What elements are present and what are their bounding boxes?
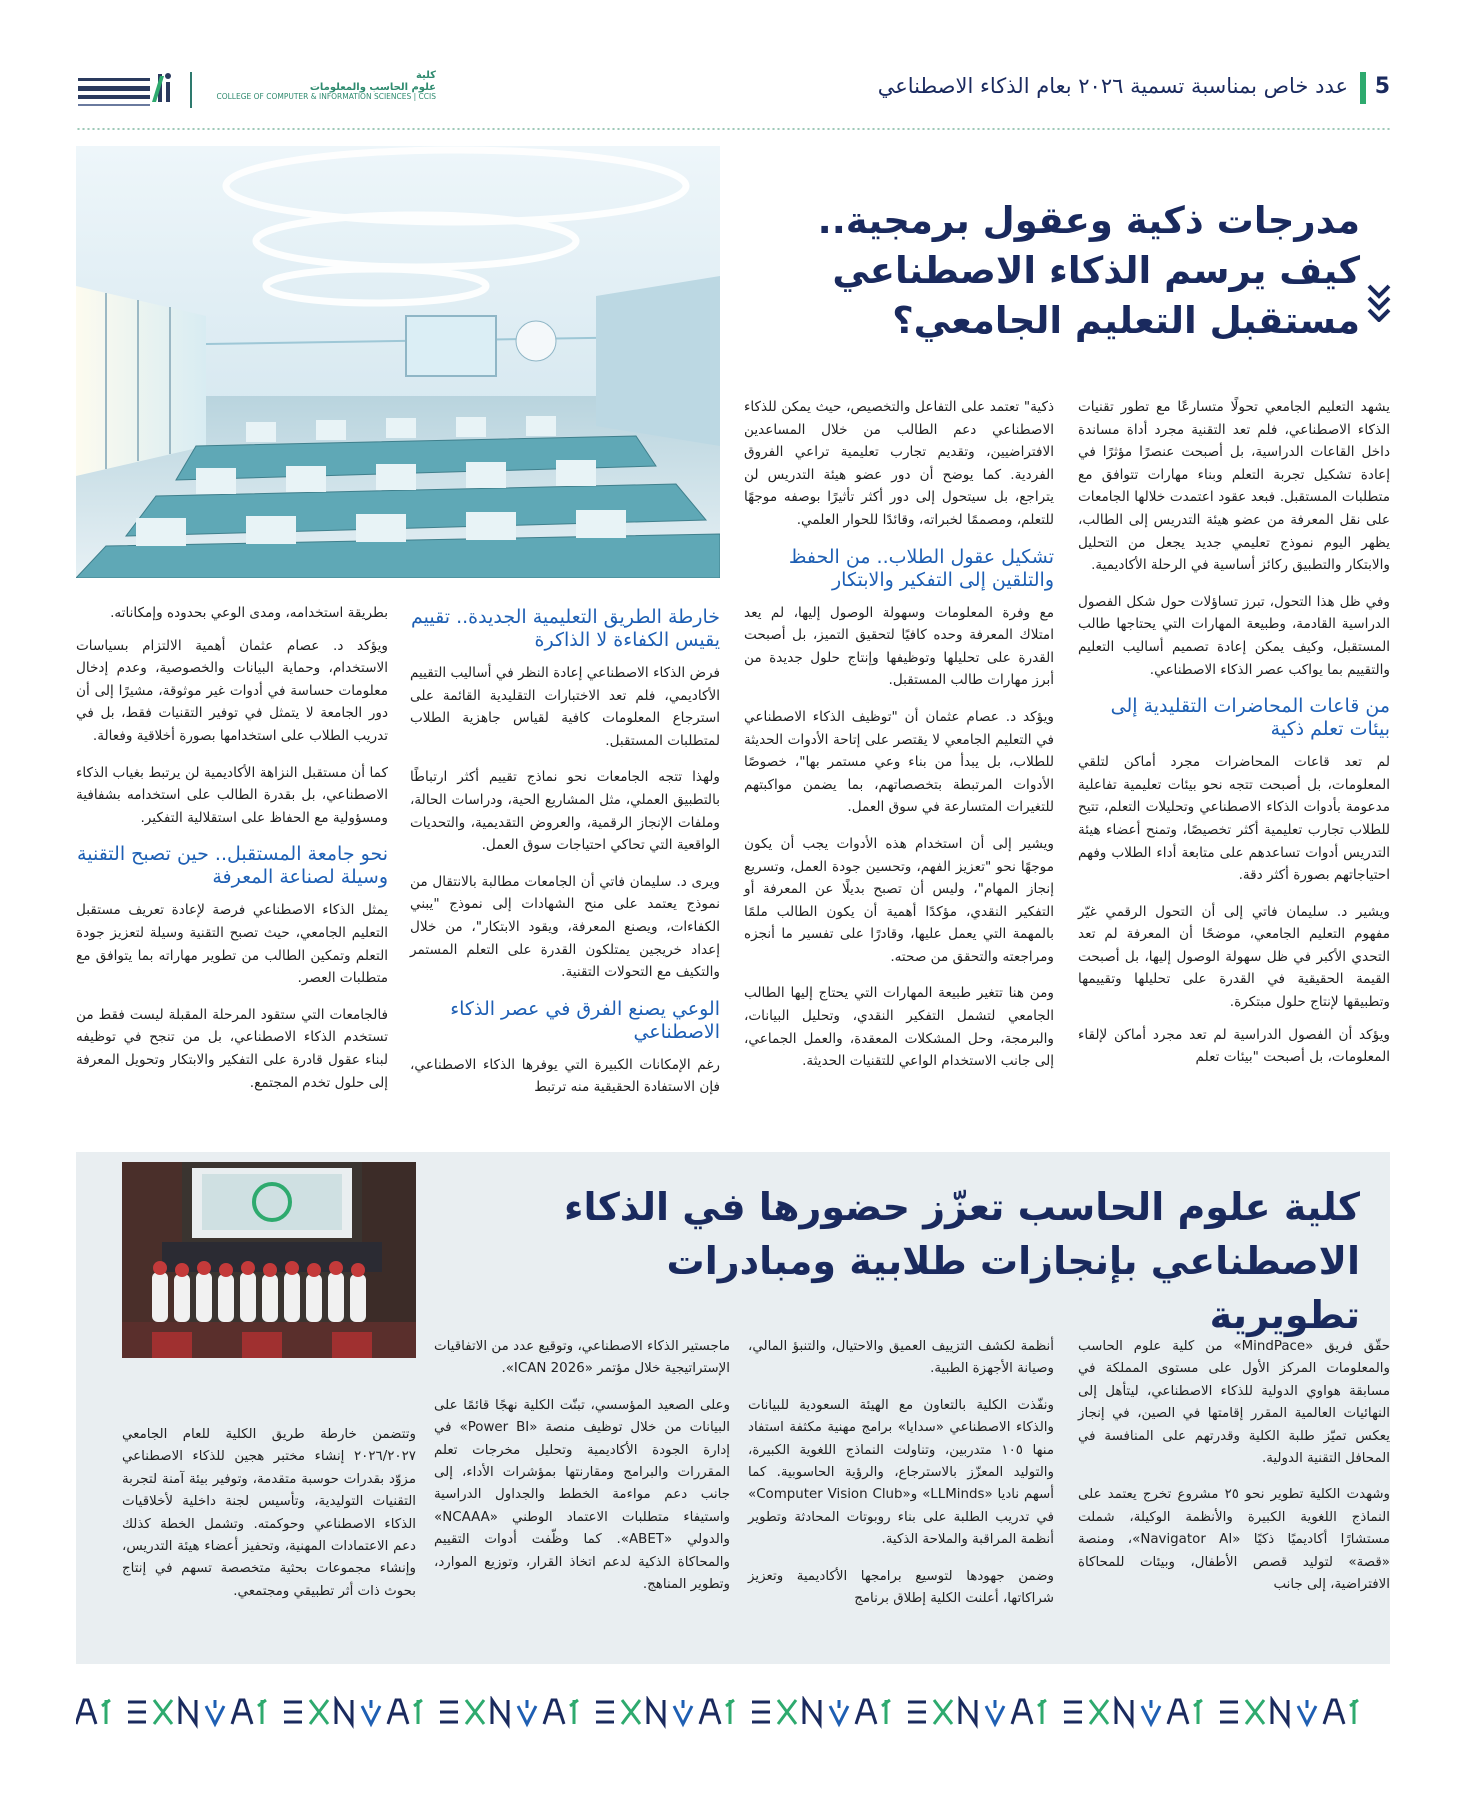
paragraph: يمثل الذكاء الاصطناعي فرصة لإعادة تعريف مستقبل التعليم الجامعي، حيث تصبح التقنية وسيلة لتعزيز جودة التعلم وتمكين الطالب من تطوير مهاراته بما يتوافق مع متطلبات العصر. (76, 902, 388, 987)
college-name-en: COLLEGE OF COMPUTER & INFORMATION SCIENCES | CCIS (216, 92, 436, 101)
paragraph: مع وفرة المعلومات وسهولة الوصول إليها، لم يعد امتلاك المعرفة وحده كافيًا لتحقيق التميز، بل أصبحت القدرة على تحليلها وتوظيفها وإنتاج حلول جديدة من أبرز مهارات طالب المستقبل. (744, 604, 1054, 689)
pattern-glyph (310, 1700, 328, 1724)
pattern-glyph (154, 1700, 172, 1724)
paragraph: ويؤكد أن الفصول الدراسية لم تعد مجرد أماكن لإلقاء المعلومات، بل أصبحت "بيئات تعلم (1078, 1026, 1390, 1066)
paragraph: أنظمة لكشف التزييف العميق والاحتيال، والتنبؤ المالي، وصيانة الأجهزة الطبية. (748, 1339, 1054, 1377)
paragraph: وعلى الصعيد المؤسسي، تبنّت الكلية نهجًا قائمًا على البيانات من خلال توظيف منصة «Power BI» في إدارة الجودة الأكاديمية وتحليل مخرجات تعلم المقررات والبرامج ومقارنتها بمؤشرات الأداء، إلى جانب دعم مواءمة الخطط والجداول الدراسية واستيفاء متطلبات الاعتماد الوطني «NCAAA» والدولي «ABET». كما وظّفت أدوات التقييم والمحاكاة الذكية لدعم اتخاذ القرار، وتوزيع الموارد، وتطوير المناهج. (434, 1397, 730, 1593)
pattern-glyph (518, 1700, 536, 1724)
pattern-glyph (856, 1700, 876, 1724)
pattern-glyph (1168, 1700, 1188, 1724)
pattern-glyph (1038, 1700, 1046, 1724)
ai-glyph-pattern-icon (76, 1696, 1390, 1730)
pattern-glyph (232, 1700, 252, 1724)
article-column-4 (76, 602, 388, 1108)
paragraph: حقّق فريق «MindPace» من كلية علوم الحاسب والمعلومات المركز الأول على مستوى المملكة في مسابقة هواوي الدولية للذكاء الاصطناعي، ليتأهل إلى النهائيات العالمية المقرر إقامتها في الصين، في إنجاز يعكس تميّز طلبة الكلية وقدرتهم على المنافسة في المحافل التقنية الدولية. (1078, 1339, 1390, 1467)
pattern-glyph (700, 1700, 720, 1724)
pattern-glyph (362, 1700, 380, 1724)
pattern-glyph (622, 1700, 640, 1724)
pattern-glyph (752, 1702, 770, 1722)
article-column-1 (1078, 396, 1390, 1083)
paragraph: ماجستير الذكاء الاصطناعي، وتوقيع عدد من الاتفاقيات الإستراتيجية خلال مؤتمر «ICAN 2026». (434, 1339, 730, 1377)
pattern-glyph (1272, 1700, 1288, 1724)
article-headline: مدرجات ذكية وعقول برمجية.. كيف يرسم الذكاء الاصطناعي مستقبل التعليم الجامعي؟ (817, 199, 1360, 342)
ai-year-logo-icon (76, 70, 182, 110)
pattern-glyph (1090, 1700, 1108, 1724)
subheading: الوعي يصنع الفرق في عصر الذكاء الاصطناعي (450, 997, 720, 1043)
pattern-glyph (206, 1700, 224, 1724)
paragraph: يشهد التعليم الجامعي تحولًا متسارعًا مع تطور تقنيات الذكاء الاصطناعي، فلم تعد التقنية مجرد أداة مساندة داخل القاعات الدراسية، بل أصبحت عنصرًا مؤثرًا في إعادة تشكيل تجربة التعلم وبناء مهارات تتوافق مع متطلبات المستقبل. فبعد عقود اعتمدت خلالها الجامعات على نقل المعرفة من عضو هيئة التدريس إلى الطالب، يظهر اليوم نموذج تعليمي جديد يجعل من التحليل والابتكار والتطبيق ركائز أساسية في الرحلة الأكاديمية. (1078, 399, 1390, 574)
paragraph: ويرى د. سليمان فاتي أن الجامعات مطالبة بالانتقال من نموذج يعتمد على منح الشهادات إلى نموذج "يبني الكفاءات، ويصنع المعرفة، ويقود الابتكار"، من خلال إعداد خريجين يمتلكون القدرة على التعلم المستمر والتكيف مع التحولات التقنية. (410, 873, 720, 981)
pattern-glyph (1298, 1700, 1316, 1724)
header-dotted-divider (76, 128, 1390, 130)
pattern-glyph (596, 1702, 614, 1722)
article-column-3 (410, 602, 720, 1113)
subheading: من قاعات المحاضرات التقليدية إلى بيئات تعلم ذكية (1110, 695, 1390, 741)
pattern-glyph (1350, 1700, 1358, 1724)
pattern-glyph (440, 1702, 458, 1722)
article-column-2 (744, 396, 1054, 1087)
paragraph: ويؤكد د. عصام عثمان أن "توظيف الذكاء الاصطناعي في التعليم الجامعي لا يقتصر على إتاحة الأدوات الحديثة للطلاب، بل يبدأ من بناء وعي مستمر بها"، خصوصًا الأدوات المرتبطة بتخصصاتهم، بما يضمن مواكبتهم للتغيرات المتسارعة في سوق العمل. (744, 708, 1054, 816)
pattern-glyph (1220, 1702, 1238, 1722)
pattern-glyph (934, 1700, 952, 1724)
pattern-glyph (414, 1700, 422, 1724)
paragraph: ويشير د. سليمان فاتي إلى أن التحول الرقمي غيّر مفهوم التعليم الجامعي، موضحًا أن المعرفة لم تعد التحدي الأكبر في ظل سهولة الوصول إليها، بل أصبحت القيمة الحقيقية في القدرة على تحليلها وتقييمها وتطبيقها لإنتاج حلول مبتكرة. (1078, 903, 1390, 1011)
pattern-glyph (726, 1700, 734, 1724)
pattern-glyph (986, 1700, 1004, 1724)
subheading: نحو جامعة المستقبل.. حين تصبح التقنية وسيلة لصناعة المعرفة (77, 843, 388, 889)
pattern-glyph (258, 1700, 266, 1724)
news-column-1 (1078, 1336, 1390, 1610)
pattern-glyph (882, 1700, 890, 1724)
pattern-glyph (180, 1700, 196, 1724)
pattern-glyph (466, 1700, 484, 1724)
college-name (200, 70, 436, 102)
smart-classroom-photo (76, 146, 720, 578)
pattern-glyph (778, 1700, 796, 1724)
pattern-glyph (1142, 1700, 1160, 1724)
pattern-glyph (102, 1700, 110, 1724)
paragraph: ولهذا تتجه الجامعات نحو نماذج تقييم أكثر ارتباطًا بالتطبيق العملي، مثل المشاريع الحية، ودراسات الحالة، وملفات الإنجاز الرقمية، والعروض التقديمية، والتحديات الواقعية التي تحاكي احتياجات سوق العمل. (410, 769, 720, 854)
paragraph: ويؤكد د. عصام عثمان أهمية الالتزام بسياسات الاستخدام، وحماية البيانات والخصوصية، وعدم إدخال معلومات حساسة في أدوات غير موثوقة، مشيرًا إلى أن دور الجامعة لا يتمثل في توفير التقنيات فقط، بل في تدريب الطلاب على استخدامها بصورة أخلاقية وفعالة. (76, 637, 388, 744)
pattern-glyph (908, 1702, 926, 1722)
pattern-glyph (1246, 1700, 1264, 1724)
page-header (76, 70, 1390, 114)
pattern-glyph (674, 1700, 692, 1724)
paragraph: ويشير إلى أن استخدام هذه الأدوات يجب أن يكون موجهًا نحو "تعزيز الفهم، وتحسين جودة العمل، وتسريع إنجاز المهام"، وليس أن تصبح بديلًا عن المعرفة أو التفكير النقدي، مؤكدًا أهمية أن يكون الطالب ملمًا بالمهمة التي يعمل عليها، وقادرًا على تفسير ما أنجزه ومراجعته والتحقق من صحته. (744, 835, 1054, 965)
pattern-glyph (492, 1700, 508, 1724)
pattern-glyph (1116, 1700, 1132, 1724)
logo-separator (190, 72, 192, 108)
news-headline: كلية علوم الحاسب تعزّز حضورها في الذكاء الاصطناعي بإنجازات طلابية ومبادرات تطويرية (564, 1185, 1360, 1337)
pattern-glyph (960, 1700, 976, 1724)
college-logo-block (76, 70, 436, 110)
pattern-glyph (336, 1700, 352, 1724)
header-accent-bar (1360, 72, 1366, 104)
pattern-glyph (388, 1700, 408, 1724)
paragraph: وفي ظل هذا التحول، تبرز تساؤلات حول شكل الفصول الدراسية القادمة، وطبيعة المهارات التي يحتاجها طالب المستقبل، وكيف يمكن إعادة تصميم أساليب التعليم والتقييم بما يواكب عصر الذكاء الاصطناعي. (1078, 593, 1390, 678)
pattern-glyph (1324, 1700, 1344, 1724)
page-number: 5 (1374, 74, 1390, 99)
pattern-glyph (570, 1700, 578, 1724)
paragraph: ذكية" تعتمد على التفاعل والتخصيص، حيث يمكن للذكاء الاصطناعي دعم الطالب من خلال المساعدين الافتراضيين، وتقديم تجارب تعليمية تراعي الفروق الفردية. كما يوضح أن دور عضو هيئة التدريس لن يتراجع، بل سيتحول إلى دور أكثر تأثيرًا بوصفه موجهًا للتعلم، ومصممًا لخبراته، وقائدًا للحوار العلمي. (744, 399, 1054, 528)
pattern-glyph (648, 1700, 664, 1724)
paragraph: بطريقة استخدامه، ومدى الوعي بحدوده وإمكاناته. (110, 605, 388, 621)
paragraph: ومن هنا تتغير طبيعة المهارات التي يحتاج إليها الطالب الجامعي لتشمل التفكير النقدي، وتحليل البيانات، والبرمجة، وحل المشكلات المعقدة، والعمل الجماعي، إلى جانب الاستخدام الواعي للتقنيات الحديثة. (744, 985, 1054, 1070)
college-name-ar-2: علوم الحاسب والمعلومات (309, 81, 436, 93)
paragraph: وضمن جهودها لتوسيع برامجها الأكاديمية وتعزيز شراكاتها، أعلنت الكلية إطلاق برنامج (748, 1568, 1054, 1607)
chevron-down-icon (1367, 282, 1391, 322)
paragraph: كما أن مستقبل النزاهة الأكاديمية لن يرتبط بغياب الذكاء الاصطناعي، بل بقدرة الطالب على استخدامه بشفافية ومسؤولية مع الحفاظ على استقلالية التفكير. (76, 764, 388, 826)
event-illustration (122, 1162, 416, 1358)
pattern-glyph (128, 1702, 146, 1722)
news-column-3 (434, 1336, 730, 1610)
news-column-4 (122, 1424, 416, 1617)
paragraph: لم تعد قاعات المحاضرات مجرد أماكن لتلقي المعلومات، بل أصبحت تتجه نحو بيئات تعليمية تفاعلية مدعومة بأدوات الذكاء الاصطناعي وتحليلات التعلم، تتيح للطلاب تجارب تعليمية أكثر تخصيصًا، وتمنح أعضاء هيئة التدريس أدوات تساعدهم على متابعة أداء الطلاب وفهم احتياجاتهم بصورة أكثر دقة. (1078, 754, 1390, 884)
paragraph: فالجامعات التي ستقود المرحلة المقبلة ليست فقط من تستخدم الذكاء الاصطناعي، بل من تنجح في توظيفه لبناء عقول قادرة على التفكير والابتكار وتحويل المعرفة إلى حلول تخدم المجتمع. (76, 1006, 388, 1091)
news-column-2 (748, 1336, 1054, 1624)
pattern-glyph (76, 1700, 96, 1724)
event-group-photo (122, 1162, 416, 1358)
subheading: خارطة الطريق التعليمية الجديدة.. تقييم يقيس الكفاءة لا الذاكرة (411, 606, 720, 651)
pattern-glyph (1012, 1700, 1032, 1724)
paragraph: وتتضمن خارطة طريق الكلية للعام الجامعي ٢٠٢٦/٢٠٢٧ إنشاء مختبر هجين للذكاء الاصطناعي مزوّد بقدرات حوسبة متقدمة، وتوفير بيئة آمنة لتجربة التقنيات التوليدية، وتأسيس لجنة داخلية لأخلاقيات الذكاء الاصطناعي وحوكمته. وتشمل الخطة كذلك دعم الاعتمادات المهنية، وتحفيز أعضاء هيئة التدريس، وإنشاء مجموعات بحثية متخصصة تسهم في إنتاج بحوث ذات أثر تطبيقي ومجتمعي. (122, 1427, 416, 1599)
paragraph: فرض الذكاء الاصطناعي إعادة النظر في أساليب التقييم الأكاديمي، فلم تعد الاختبارات التقليدية القائمة على استرجاع المعلومات كافية لقياس جاهزية الطلاب لمتطلبات المستقبل. (410, 665, 720, 749)
pattern-glyph (830, 1700, 848, 1724)
pattern-glyph (284, 1702, 302, 1722)
college-name-ar-1: كلية (415, 70, 436, 81)
pattern-glyph (804, 1700, 820, 1724)
pattern-glyph (1064, 1702, 1082, 1722)
pattern-glyph (544, 1700, 564, 1724)
paragraph: ونفّذت الكلية بالتعاون مع الهيئة السعودية للبيانات والذكاء الاصطناعي «سدايا» برامج مهنية مكثفة استفاد منها ١٠٥ متدربين، وتناولت النماذج اللغوية الكبيرة، والتوليد المعزّز بالاسترجاع، والرؤية الحاسوبية. كما أسهم ناديا «LLMinds» و«Computer Vision Club» في تدريب الطلبة على بناء روبوتات المحادثة وتطوير أنظمة المراقبة والملاحة الذكية. (748, 1397, 1054, 1548)
paragraph: رغم الإمكانات الكبيرة التي يوفرها الذكاء الاصطناعي، فإن الاستفادة الحقيقية منه ترتبط (410, 1056, 720, 1096)
issue-title: عدد خاص بمناسبة تسمية ٢٠٢٦ بعام الذكاء الاصطناعي (877, 74, 1348, 98)
pattern-glyph (1194, 1700, 1202, 1724)
paragraph: وشهدت الكلية تطوير نحو ٢٥ مشروع تخرج يعتمد على النماذج اللغوية الكبيرة والأنظمة الوكيلة، شملت مستشارًا أكاديميًا ذكيًا «Navigator AI»، ومنصة «قصة» لتوليد قصص الأطفال، وبيئات للمحاكاة الافتراضية، إلى جانب (1078, 1487, 1390, 1593)
subheading: تشكيل عقول الطلاب.. من الحفظ والتلقين إلى التفكير والابتكار (788, 545, 1054, 591)
classroom-illustration (76, 146, 720, 578)
